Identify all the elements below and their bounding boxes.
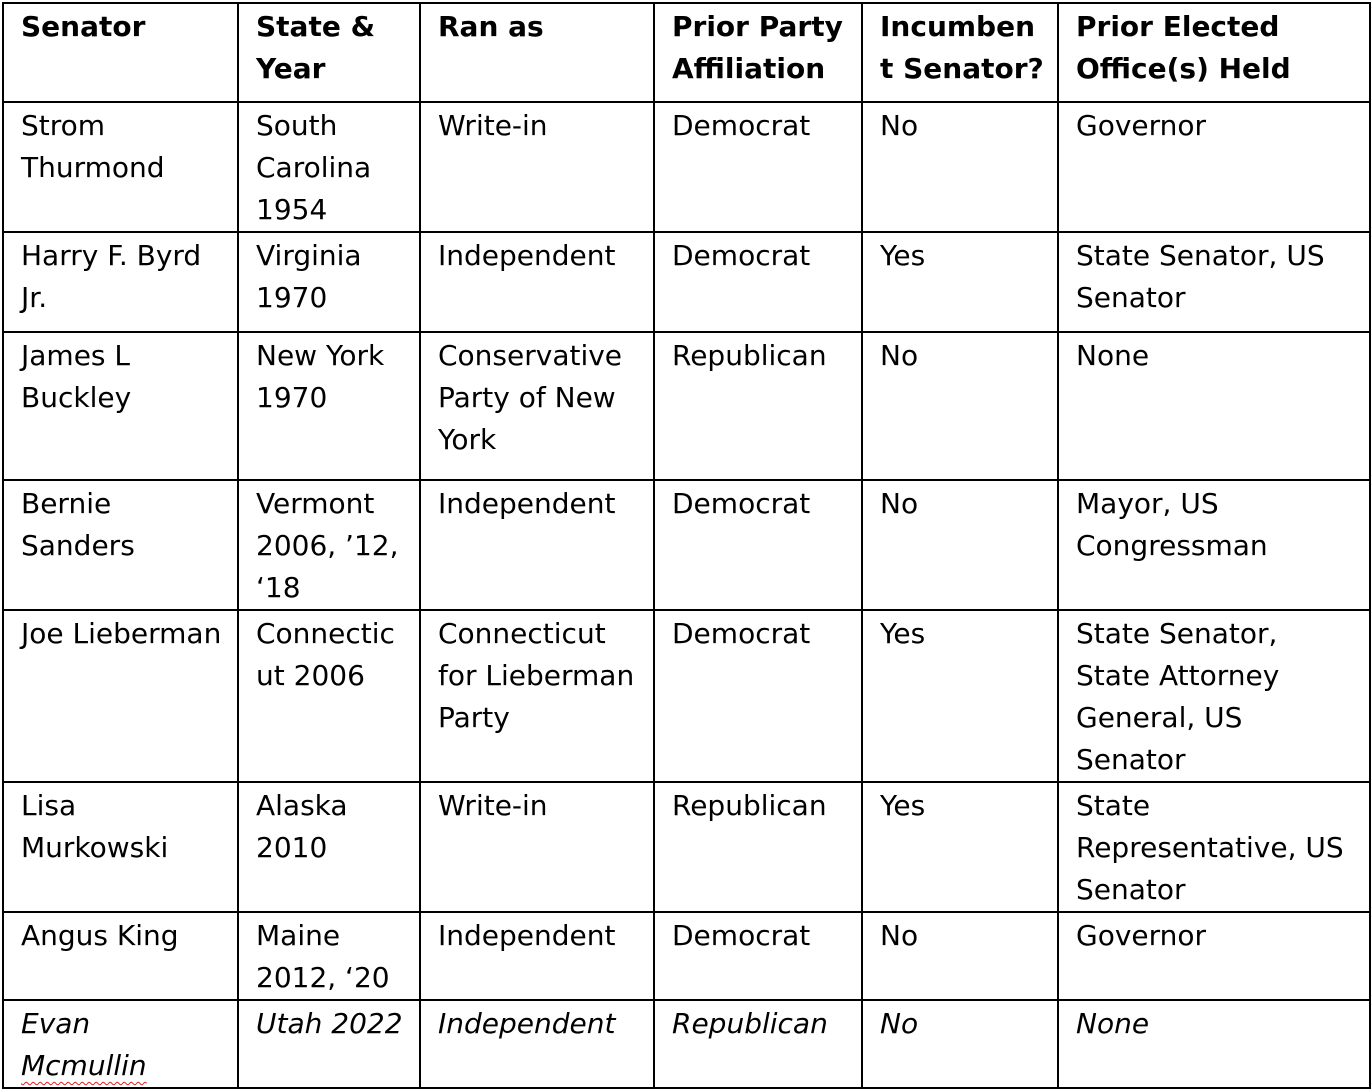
senators-table bbox=[2, 2, 1371, 1089]
cell-senator bbox=[3, 1000, 238, 1088]
cell-prior-office: Governor bbox=[1058, 102, 1370, 232]
cell-state-year: South Carolina 1954 bbox=[238, 102, 420, 232]
cell-prior-office: State Senator, State Attorney General, US Senator bbox=[1058, 610, 1370, 782]
cell-prior-party: Democrat bbox=[654, 102, 862, 232]
cell-prior-party: Republican bbox=[654, 332, 862, 480]
cell-incumbent: Yes bbox=[862, 232, 1058, 332]
cell-incumbent: No bbox=[862, 1000, 1058, 1088]
cell-prior-party: Democrat bbox=[654, 232, 862, 332]
header-row bbox=[3, 3, 1370, 102]
cell-prior-office: Governor bbox=[1058, 912, 1370, 1000]
header-senator: Senator bbox=[3, 3, 238, 102]
header-incumbent: Incumbent Senator? bbox=[862, 3, 1058, 102]
cell-incumbent: No bbox=[862, 480, 1058, 610]
header-prior-office: Prior Elected Office(s) Held bbox=[1058, 3, 1370, 102]
cell-state-year: Vermont 2006, ’12, ‘18 bbox=[238, 480, 420, 610]
table-row bbox=[3, 782, 1370, 912]
cell-state-year: Connecticut 2006 bbox=[238, 610, 420, 782]
cell-prior-office: None bbox=[1058, 332, 1370, 480]
cell-senator: Angus King bbox=[3, 912, 238, 1000]
table-row bbox=[3, 480, 1370, 610]
cell-prior-party: Democrat bbox=[654, 912, 862, 1000]
cell-ran-as: Write-in bbox=[420, 102, 654, 232]
header-ran-as: Ran as bbox=[420, 3, 654, 102]
cell-ran-as: Connecticut for Lieberman Party bbox=[420, 610, 654, 782]
cell-prior-party: Republican bbox=[654, 782, 862, 912]
cell-ran-as: Independent bbox=[420, 232, 654, 332]
cell-prior-office: None bbox=[1058, 1000, 1370, 1088]
cell-incumbent: No bbox=[862, 912, 1058, 1000]
header-prior-party: Prior Party Affiliation bbox=[654, 3, 862, 102]
cell-incumbent: No bbox=[862, 102, 1058, 232]
cell-state-year: Maine 2012, ‘20 bbox=[238, 912, 420, 1000]
misspelled-word: Mcmullin bbox=[21, 1049, 147, 1082]
cell-senator: Harry F. Byrd Jr. bbox=[3, 232, 238, 332]
cell-state-year: New York 1970 bbox=[238, 332, 420, 480]
cell-senator: Strom Thurmond bbox=[3, 102, 238, 232]
cell-senator: Joe Lieberman bbox=[3, 610, 238, 782]
cell-state-year: Utah 2022 bbox=[238, 1000, 420, 1088]
cell-state-year: Alaska 2010 bbox=[238, 782, 420, 912]
table-row bbox=[3, 912, 1370, 1000]
cell-incumbent: No bbox=[862, 332, 1058, 480]
cell-prior-party: Republican bbox=[654, 1000, 862, 1088]
table-row bbox=[3, 102, 1370, 232]
table-row bbox=[3, 610, 1370, 782]
cell-ran-as: Independent bbox=[420, 480, 654, 610]
cell-incumbent: Yes bbox=[862, 610, 1058, 782]
table-row bbox=[3, 232, 1370, 332]
senator-first-name: Evan bbox=[21, 1007, 91, 1040]
cell-prior-office: Mayor, US Congressman bbox=[1058, 480, 1370, 610]
table-row bbox=[3, 332, 1370, 480]
cell-ran-as: Independent bbox=[420, 912, 654, 1000]
cell-prior-party: Democrat bbox=[654, 480, 862, 610]
header-state-year: State & Year bbox=[238, 3, 420, 102]
cell-ran-as: Write-in bbox=[420, 782, 654, 912]
table-row-italic bbox=[3, 1000, 1370, 1088]
cell-senator: James L Buckley bbox=[3, 332, 238, 480]
cell-ran-as: Independent bbox=[420, 1000, 654, 1088]
cell-senator: Lisa Murkowski bbox=[3, 782, 238, 912]
cell-prior-office: State Representative, US Senator bbox=[1058, 782, 1370, 912]
cell-prior-party: Democrat bbox=[654, 610, 862, 782]
cell-prior-office: State Senator, US Senator bbox=[1058, 232, 1370, 332]
cell-senator: Bernie Sanders bbox=[3, 480, 238, 610]
cell-state-year: Virginia 1970 bbox=[238, 232, 420, 332]
cell-ran-as: Conservative Party of New York bbox=[420, 332, 654, 480]
cell-incumbent: Yes bbox=[862, 782, 1058, 912]
